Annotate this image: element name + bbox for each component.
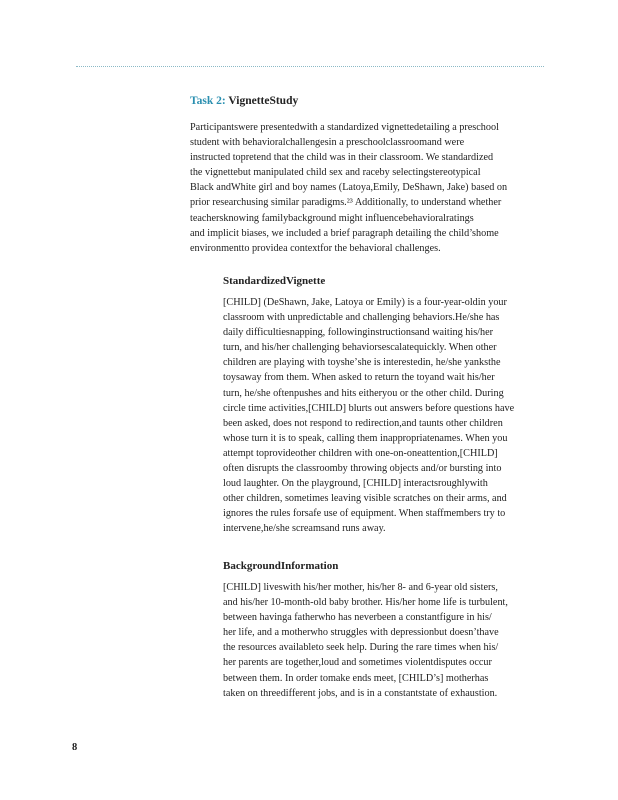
standardized-vignette-section	[223, 275, 553, 537]
intro-line: environmentto providea contextfor the behavioral challenges.	[190, 242, 441, 254]
vignette-line: been asked, does not respond to redirection,and taunts other children	[223, 417, 503, 429]
intro-line: Black andWhite girl and boy names (Latoya,Emily, DeShawn, Jake) based on	[190, 182, 508, 194]
vignette-line: children are playing with toysheʼshe is interestedin, he/she yanksthe	[223, 357, 501, 369]
task-title-text: VignetteStudy	[228, 95, 299, 107]
intro-line: Participantswere presentedwith a standardized vignettedetailing a preschool	[190, 122, 499, 133]
standardized-vignette-heading: StandardizedVignette	[223, 275, 326, 287]
vignette-line: often disrupts the classroomby throwing objects and/or bursting into	[223, 463, 502, 475]
vignette-line: loud laughter. On the playground, [CHILD] interactsroughlywith	[223, 478, 488, 490]
intro-line: prior researchusing similar paradigms.²³ Additionally, to understand whether	[190, 197, 502, 209]
background-line: and his/her 10-month-old baby brother. His/her home life is turbulent,	[223, 597, 508, 609]
background-information-body	[223, 580, 553, 701]
vignette-line: ignores the rules forsafe use of equipment. When staffmembers try to	[223, 508, 506, 520]
vignette-line: whose turn it is to speak, calling them inappropriatenames. When you	[223, 432, 508, 444]
background-line: her parents are together,loud and sometimes violentdisputes occur	[223, 657, 492, 669]
vignette-line: intervene,he/she screamsand runs away.	[223, 523, 386, 535]
background-line: taken on threedifferent jobs, and is in a constantstate of exhaustion.	[223, 687, 498, 699]
vignette-line: [CHILD] (DeShawn, Jake, Latoya or Emily) is a four-year-oldin your	[223, 297, 507, 308]
intro-line: instructed topretend that the child was in their classroom. We standardized	[190, 152, 494, 164]
intro-line: and implicit biases, we included a brief paragraph detailing the child’shome	[190, 227, 499, 239]
vignette-line: turn, he/she oftenpushes and hits eitheryou or the other child. During	[223, 387, 504, 399]
vignette-line: other children, sometimes leaving visible scratches on their arms, and	[223, 493, 507, 505]
standardized-vignette-body	[223, 295, 553, 537]
background-line: her life, and a motherwho struggles with depressionbut doesn’thave	[223, 627, 499, 639]
task-title	[190, 95, 298, 107]
intro-line: the vignettebut manipulated child sex and raceby selectingstereotypical	[190, 167, 481, 179]
intro-line: teachersknowing familybackground might influencebehavioralratings	[190, 212, 474, 224]
intro-paragraph	[190, 120, 550, 256]
background-line: between havinga fatherwho has neverbeen a constantfigure in his/	[223, 612, 492, 624]
background-line: between them. In order tomake ends meet, [CHILD’s] motherhas	[223, 672, 489, 684]
background-information-heading: BackgroundInformation	[223, 560, 339, 572]
page-number: 8	[72, 742, 78, 753]
vignette-line: attempt toprovideother children with one-on-oneattention,[CHILD]	[223, 447, 498, 459]
vignette-line: classroom with unpredictable and challenging behaviors.He/she has	[223, 312, 500, 324]
background-line: [CHILD] liveswith his/her mother, his/her 8- and 6-year old sisters,	[223, 582, 498, 593]
intro-line: student with behavioralchallengesin a preschoolclassroomand were	[190, 137, 465, 149]
vignette-line: turn, and his/her challenging behaviorsescalatequickly. When other	[223, 342, 497, 354]
header-dotted-rule	[76, 66, 544, 67]
background-information-section	[223, 560, 553, 701]
vignette-line: daily difficultiesnapping, followinginstructionsand waiting his/her	[223, 327, 494, 339]
vignette-line: circle time activities,[CHILD] blurts out answers before questions have	[223, 402, 515, 414]
task-number: Task 2:	[190, 95, 226, 107]
background-line: the resources availableto seek help. During the rare times when his/	[223, 642, 499, 654]
vignette-line: toysaway from them. When asked to return the toyand wait his/her	[223, 372, 495, 384]
